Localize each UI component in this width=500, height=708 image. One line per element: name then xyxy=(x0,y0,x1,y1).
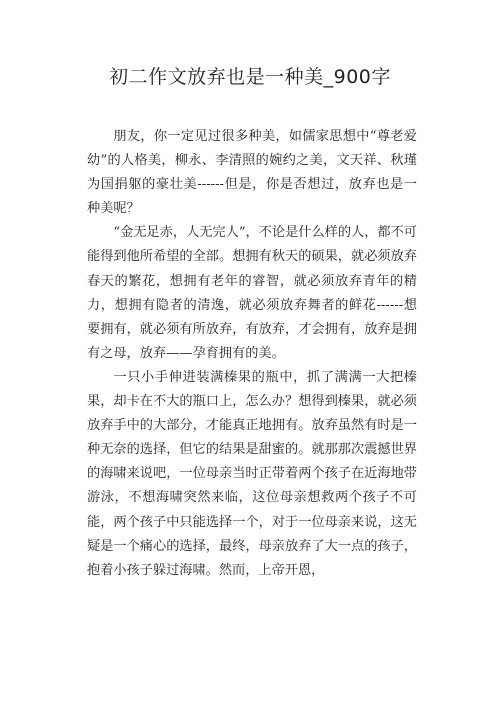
document-body xyxy=(87,125,417,583)
paragraph-3: 一只小手伸进装满榛果的瓶中，抓了满满一大把榛果，却卡在不大的瓶口上，怎么办？想得到榛果，就必须放弃手中的大部分，才能真正地拥有。放弃虽然有时是一种无奈的选择，但它的结果是甜蜜的。就那那次震撼世界的海啸来说吧，一位母亲当时正带着两个孩子在近海地带游泳，不想海啸突然来临，这位母亲想救两个孩子不可能，两个孩子中只能选择一个，对于一位母亲来说，这无疑是一个痛心的选择，最终，母亲放弃了大一点的孩子，抱着小孩子躲过海啸。然而，上帝开恩， xyxy=(87,369,417,578)
document-title: 初二作文放弃也是一种美_900字 xyxy=(109,66,391,88)
paragraph-1: 朋友，你一定见过很多种美，如儒家思想中“尊老爱幼”的人格美，柳永、李清照的婉约之美，文天祥、秋瑾为国捐躯的豪壮美------但是，你是否想过，放弃也是一种美呢？ xyxy=(87,129,417,217)
paragraph-2: “金无足赤，人无完人”，不论是什么样的人，都不可能得到他所希望的全部。想拥有秋天的硕果，就必须放弃春天的繁花，想拥有老年的睿智，就必须放弃青年的精力，想拥有隐者的清逸，就必须放弃舞者的鲜花------想要拥有，就必须有所放弃，有放弃，才会拥有，放弃是拥有之母，放弃——孕育拥有的美。 xyxy=(87,225,417,361)
